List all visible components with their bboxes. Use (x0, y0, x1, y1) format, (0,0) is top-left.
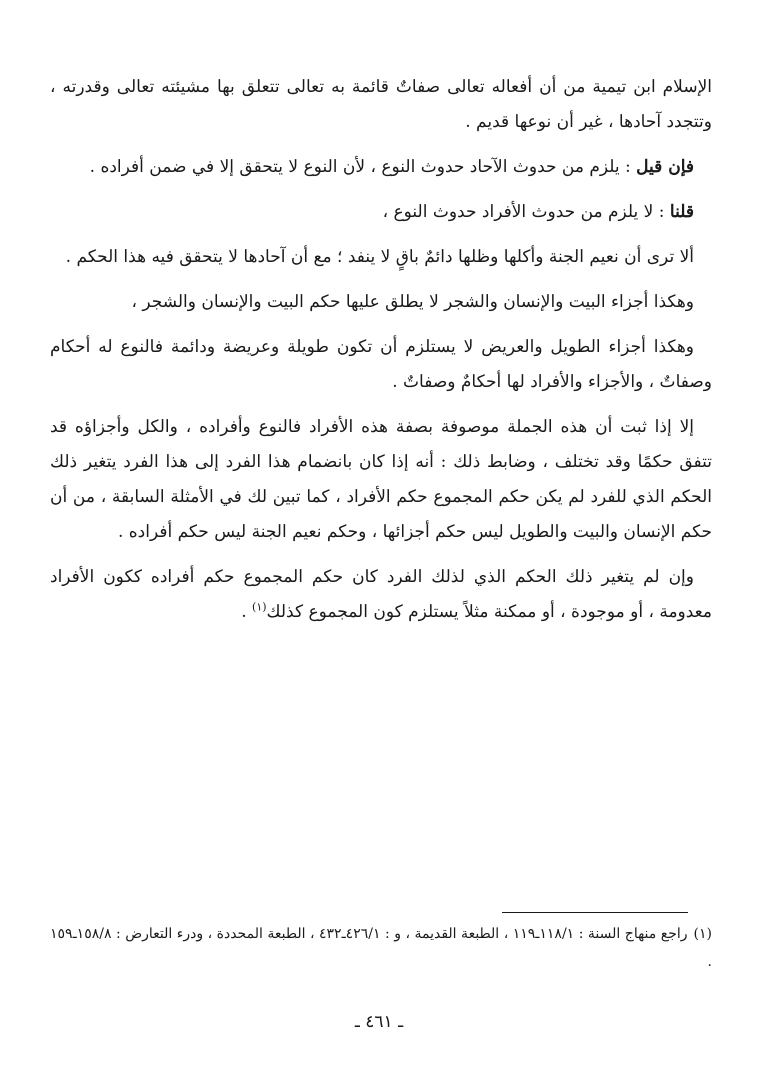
paragraph: فإن قيل : يلزم من حدوث الآحاد حدوث النوع ، لأن النوع لا يتحقق إلا في ضمن أفراده . (89, 157, 694, 177)
footnote-marker: (١) (693, 926, 712, 942)
paragraph-lead: فإن قيل (636, 157, 694, 177)
paragraph: إلا إذا ثبت أن هذه الجملة موصوفة بصفة هذه الأفراد فالنوع وأفراده ، والكل وأجزاؤه قد تتفق حكمًا وقد تختلف ، وضابط ذلك : أنه إذا كان بانضمام هذا الفرد إلى هذا الفرد يتغير ذلك الحكم الذي للفرد لم يكن حكم المجموع حكم الأفراد ، كما تبين لك في الأمثلة السابقة ، من أن حكم الإنسان والبيت والطويل ليس حكم أجزائها ، وحكم نعيم الجنة ليس حكم أفراده . (50, 417, 712, 542)
footnote (50, 920, 712, 976)
paragraph-lead: قلنا (669, 202, 694, 222)
paragraph: وهكذا أجزاء الطويل والعريض لا يستلزم أن تكون طويلة وعريضة ودائمة فالنوع له أحكام وصفاتٌ ، والأجزاء والأفراد لها أحكامٌ وصفاتٌ . (50, 337, 712, 392)
footnotes (50, 920, 712, 976)
page-number: ـ ٤٦١ ـ (354, 1012, 404, 1032)
paragraph: قلنا : لا يلزم من حدوث الأفراد حدوث النوع ، (382, 202, 694, 222)
paragraph: الإسلام ابن تيمية من أن أفعاله تعالى صفاتٌ قائمة به تعالى تتعلق بها مشيئته تعالى وقدرته ، وتتجدد آحادها ، غير أن نوعها قديم . (50, 77, 712, 132)
paragraph: ألا ترى أن نعيم الجنة وأكلها وظلها دائمٌ باقٍ لا ينفد ؛ مع أن آحادها لا يتحقق فيه هذا الحكم . (65, 247, 694, 267)
paragraph: وإن لم يتغير ذلك الحكم الذي لذلك الفرد كان حكم المجموع حكم أفراده ككون الأفراد معدومة ، أو موجودة ، أو ممكنة مثلاً يستلزم كون المجموع كذلك$^{(١)}$ . (50, 567, 712, 622)
footnote-text: راجع منهاج السنة : ١١٨/١ـ١١٩ ، الطبعة القديمة ، و : ٤٢٦/١ـ٤٣٢ ، الطبعة المحددة ، ودرء التعارض : ١٥٨/٨ـ١٥٩ . (50, 926, 712, 970)
footnote-divider (502, 912, 688, 913)
paragraph: وهكذا أجزاء البيت والإنسان والشجر لا يطلق عليها حكم البيت والإنسان والشجر ، (131, 292, 694, 312)
body-text (50, 70, 712, 640)
footnote-reference[interactable]: (١) (252, 600, 267, 614)
